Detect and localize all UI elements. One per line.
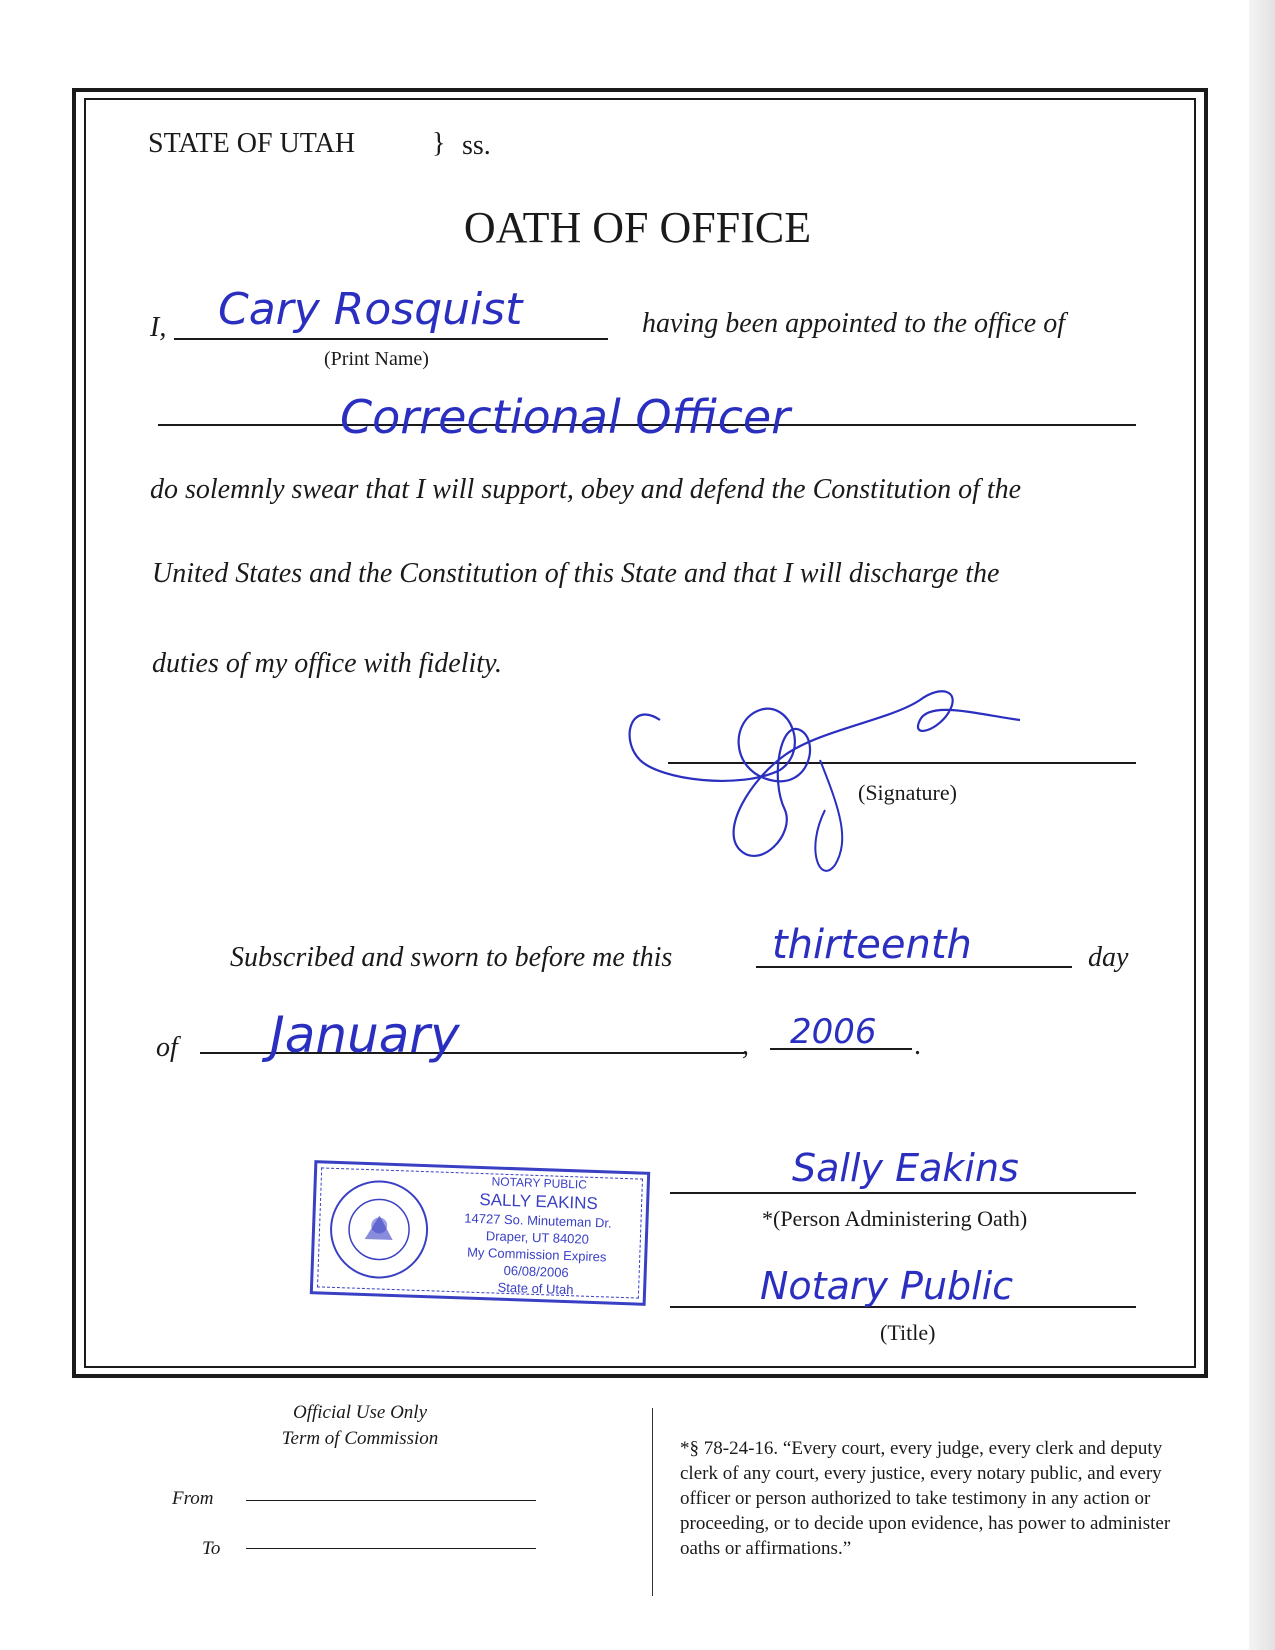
document-title: OATH OF OFFICE [463, 203, 812, 252]
oath-line-2: United States and the Constitution of this State and that I will discharge the [152, 558, 1000, 589]
notary-signature-line [670, 1192, 1136, 1194]
handwritten-day: thirteenth [772, 922, 972, 968]
print-name-caption: (Print Name) [324, 348, 429, 370]
handwritten-month: January [270, 1006, 460, 1064]
statute-text: *§ 78-24-16. “Every court, every judge, every clerk and deputy clerk of any court, every justice, every notary public, and every officer or person authorized to take testimony in any action or proceeding, or to decide upon evidence, has power to administer oaths or affirmations.” [680, 1438, 1171, 1559]
notary-stamp [310, 1160, 650, 1306]
day-suffix: day [1088, 942, 1129, 973]
subscribed-text: Subscribed and sworn to before me this [230, 942, 673, 973]
person-administering-caption: *(Person Administering Oath) [762, 1206, 1028, 1231]
to-line [246, 1548, 536, 1549]
stamp-commission: My Commission Expires 06/08/2006 [466, 1244, 607, 1281]
handwritten-year: 2006 [790, 1012, 877, 1052]
stamp-name: SALLY EAKINS [479, 1189, 599, 1214]
i-prefix: I, [150, 312, 167, 343]
month-comma: , [742, 1030, 749, 1061]
to-label: To [202, 1538, 221, 1559]
stamp-address-2: Draper, UT 84020 [485, 1228, 590, 1247]
appointed-text: having been appointed to the office of [642, 308, 1066, 339]
handwritten-office: Correctional Officer [340, 390, 791, 444]
stamp-heading: NOTARY PUBLIC [491, 1174, 588, 1192]
term-label: Term of Commission [281, 1428, 439, 1449]
state-heading: STATE OF UTAH [148, 128, 356, 159]
applicant-signature [620, 660, 1040, 880]
of-prefix: of [156, 1032, 178, 1063]
ss-label: ss. [462, 130, 491, 161]
year-period: . [914, 1030, 921, 1061]
from-line [246, 1500, 536, 1501]
state-seal-icon [325, 1176, 433, 1284]
stamp-text [433, 1171, 642, 1300]
handwritten-title: Notary Public [760, 1264, 1014, 1308]
stamp-state: State of Utah [497, 1279, 574, 1298]
title-caption: (Title) [880, 1320, 936, 1345]
state-brace: } [432, 128, 446, 159]
official-use-label: Official Use Only [292, 1402, 428, 1423]
footer-divider [652, 1408, 653, 1596]
handwritten-notary-signature: Sally Eakins [792, 1146, 1019, 1190]
stamp-address-1: 14727 So. Minuteman Dr. [464, 1210, 612, 1231]
name-line [174, 338, 608, 340]
oath-line-1: do solemnly swear that I will support, obey and defend the Constitution of the [150, 474, 1022, 505]
signature-caption: (Signature) [858, 780, 957, 805]
oath-line-3: duties of my office with fidelity. [152, 648, 502, 679]
handwritten-name: Cary Rosquist [218, 284, 523, 335]
from-label: From [172, 1488, 214, 1509]
